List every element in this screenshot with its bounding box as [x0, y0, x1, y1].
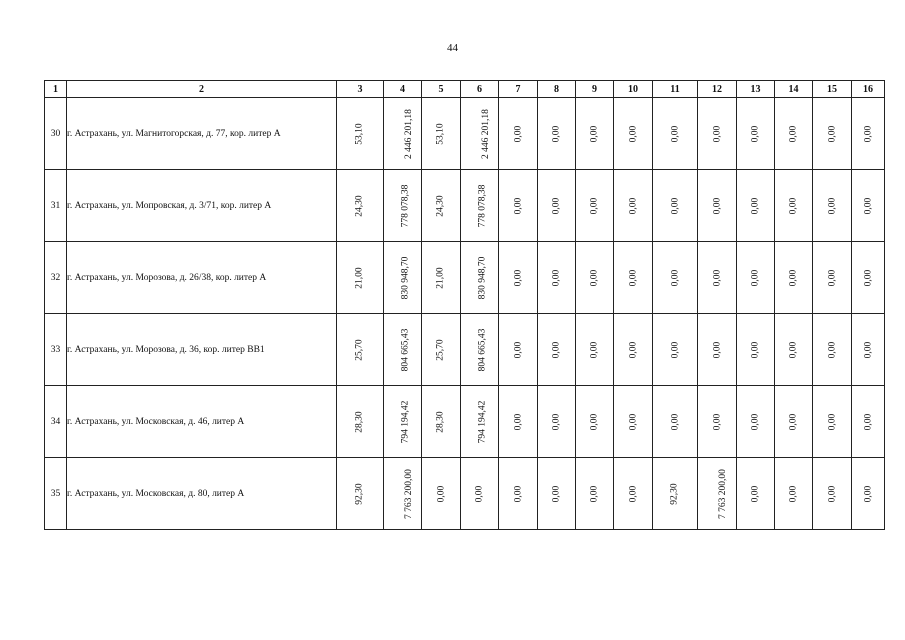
- value-cell: [653, 458, 698, 530]
- column-header: 2: [67, 81, 337, 98]
- value-cell: [737, 98, 775, 170]
- row-number: 30: [45, 98, 67, 170]
- value-text: 0,00: [750, 125, 761, 142]
- value-text: 804 665,43: [400, 328, 411, 371]
- value-text: 0,00: [551, 485, 562, 502]
- value-text: 0,00: [551, 269, 562, 286]
- value-cell: [737, 170, 775, 242]
- value-text: 92,30: [670, 482, 680, 505]
- value-cell: [499, 98, 538, 170]
- value-text: 0,00: [628, 197, 638, 214]
- value-text: 24,30: [436, 194, 446, 217]
- value-text: 0,00: [551, 125, 562, 142]
- value-cell: [384, 98, 422, 170]
- value-text: 0,00: [712, 413, 722, 430]
- value-text: 0,00: [628, 125, 638, 142]
- value-cell: [384, 386, 422, 458]
- table-row: [45, 98, 885, 170]
- value-cell: [337, 314, 384, 386]
- value-text: 778 078,38: [477, 184, 488, 227]
- value-text: 2 446 201,18: [403, 108, 414, 159]
- column-header: 13: [737, 81, 775, 98]
- value-text: 0,00: [788, 269, 799, 286]
- value-cell: [538, 386, 576, 458]
- value-text: 0,00: [827, 485, 837, 502]
- page-number: 44: [447, 42, 458, 54]
- value-cell: [538, 314, 576, 386]
- value-text: 0,00: [863, 197, 873, 214]
- value-text: 2 446 201,18: [480, 108, 491, 159]
- value-cell: [499, 314, 538, 386]
- value-cell: [813, 386, 852, 458]
- value-cell: [499, 386, 538, 458]
- value-text: 0,00: [750, 485, 761, 502]
- value-text: 0,00: [827, 341, 837, 358]
- value-text: 0,00: [551, 197, 562, 214]
- value-text: 53,10: [355, 122, 365, 145]
- value-text: 21,00: [355, 266, 365, 289]
- value-cell: [852, 314, 885, 386]
- value-text: 778 078,38: [400, 184, 411, 227]
- value-cell: [384, 242, 422, 314]
- value-cell: [653, 170, 698, 242]
- value-text: 0,00: [712, 125, 722, 142]
- value-cell: [461, 458, 499, 530]
- value-cell: [538, 242, 576, 314]
- column-header: 7: [499, 81, 538, 98]
- value-text: 0,00: [750, 413, 761, 430]
- value-text: 0,00: [863, 269, 873, 286]
- address-cell: г. Астрахань, ул. Морозова, д. 26/38, кор. литер А: [67, 242, 337, 314]
- value-text: 0,00: [589, 269, 600, 286]
- value-cell: [775, 170, 813, 242]
- value-cell: [422, 314, 461, 386]
- row-number: 32: [45, 242, 67, 314]
- value-text: 830 948,70: [400, 256, 411, 299]
- value-text: 0,00: [551, 413, 562, 430]
- value-text: 0,00: [750, 269, 761, 286]
- value-text: 0,00: [589, 197, 600, 214]
- value-text: 0,00: [589, 485, 600, 502]
- value-cell: [614, 242, 653, 314]
- value-text: 794 194,42: [400, 400, 411, 443]
- value-text: 7 763 200,00: [403, 468, 414, 519]
- value-text: 0,00: [589, 413, 600, 430]
- value-cell: [384, 170, 422, 242]
- value-cell: [813, 170, 852, 242]
- value-cell: [852, 458, 885, 530]
- value-cell: [337, 242, 384, 314]
- value-cell: [775, 314, 813, 386]
- value-cell: [422, 242, 461, 314]
- value-cell: [653, 242, 698, 314]
- value-cell: [614, 386, 653, 458]
- value-text: 0,00: [750, 341, 761, 358]
- value-text: 28,30: [436, 410, 446, 433]
- value-text: 0,00: [513, 413, 523, 430]
- property-register-table: [44, 80, 885, 530]
- column-header: 6: [461, 81, 499, 98]
- value-cell: [698, 314, 737, 386]
- table-row: [45, 386, 885, 458]
- value-text: 0,00: [670, 125, 680, 142]
- address-cell: г. Астрахань, ул. Московская, д. 80, литер А: [67, 458, 337, 530]
- value-text: 0,00: [788, 125, 799, 142]
- value-text: 0,00: [670, 197, 680, 214]
- value-text: 0,00: [589, 341, 600, 358]
- value-cell: [737, 458, 775, 530]
- column-header: 1: [45, 81, 67, 98]
- table-row: [45, 458, 885, 530]
- value-text: 0,00: [863, 413, 873, 430]
- value-text: 0,00: [863, 341, 873, 358]
- value-cell: [614, 314, 653, 386]
- value-cell: [813, 242, 852, 314]
- value-text: 0,00: [788, 197, 799, 214]
- value-text: 0,00: [827, 269, 837, 286]
- value-cell: [499, 170, 538, 242]
- column-header: 4: [384, 81, 422, 98]
- column-header: 3: [337, 81, 384, 98]
- value-cell: [852, 242, 885, 314]
- value-cell: [461, 98, 499, 170]
- value-text: 0,00: [513, 341, 523, 358]
- value-cell: [775, 242, 813, 314]
- value-text: 25,70: [355, 338, 365, 361]
- table-body: [45, 98, 885, 530]
- value-text: 804 665,43: [477, 328, 488, 371]
- value-cell: [576, 458, 614, 530]
- value-text: 0,00: [551, 341, 562, 358]
- value-cell: [422, 170, 461, 242]
- row-number: 31: [45, 170, 67, 242]
- value-cell: [813, 98, 852, 170]
- column-header: 11: [653, 81, 698, 98]
- value-text: 0,00: [863, 125, 873, 142]
- column-header: 5: [422, 81, 461, 98]
- table-row: [45, 170, 885, 242]
- value-cell: [576, 314, 614, 386]
- value-cell: [538, 98, 576, 170]
- value-text: 0,00: [827, 125, 837, 142]
- value-cell: [852, 170, 885, 242]
- address-cell: г. Астрахань, ул. Московская, д. 46, литер А: [67, 386, 337, 458]
- row-number: 34: [45, 386, 67, 458]
- value-cell: [538, 170, 576, 242]
- value-cell: [698, 386, 737, 458]
- value-text: 0,00: [712, 269, 722, 286]
- header-row: [45, 81, 885, 98]
- value-text: 0,00: [827, 413, 837, 430]
- column-header: 14: [775, 81, 813, 98]
- value-cell: [422, 386, 461, 458]
- value-text: 0,00: [827, 197, 837, 214]
- value-text: 794 194,42: [477, 400, 488, 443]
- value-text: 0,00: [788, 341, 799, 358]
- column-header: 12: [698, 81, 737, 98]
- value-text: 0,00: [513, 485, 523, 502]
- value-cell: [576, 170, 614, 242]
- value-text: 0,00: [863, 485, 873, 502]
- value-cell: [775, 386, 813, 458]
- value-cell: [461, 170, 499, 242]
- value-cell: [337, 170, 384, 242]
- value-cell: [337, 386, 384, 458]
- value-cell: [614, 98, 653, 170]
- row-number: 35: [45, 458, 67, 530]
- value-text: 0,00: [788, 413, 799, 430]
- column-header: 8: [538, 81, 576, 98]
- value-text: 0,00: [712, 341, 722, 358]
- value-text: 0,00: [628, 413, 638, 430]
- value-text: 0,00: [670, 269, 680, 286]
- value-text: 28,30: [355, 410, 365, 433]
- value-cell: [384, 314, 422, 386]
- value-text: 0,00: [474, 485, 485, 502]
- column-header: 16: [852, 81, 885, 98]
- value-cell: [576, 242, 614, 314]
- column-header: 15: [813, 81, 852, 98]
- column-header: 9: [576, 81, 614, 98]
- value-text: 0,00: [513, 197, 523, 214]
- value-text: 0,00: [670, 413, 680, 430]
- value-cell: [614, 458, 653, 530]
- value-cell: [653, 98, 698, 170]
- value-text: 0,00: [589, 125, 600, 142]
- value-text: 0,00: [513, 125, 523, 142]
- value-cell: [422, 98, 461, 170]
- address-cell: г. Астрахань, ул. Магнитогорская, д. 77, кор. литер А: [67, 98, 337, 170]
- value-cell: [576, 386, 614, 458]
- row-number: 33: [45, 314, 67, 386]
- value-cell: [653, 314, 698, 386]
- value-cell: [499, 242, 538, 314]
- value-cell: [614, 170, 653, 242]
- value-text: 24,30: [355, 194, 365, 217]
- value-cell: [737, 386, 775, 458]
- value-text: 21,00: [436, 266, 446, 289]
- value-cell: [337, 98, 384, 170]
- value-cell: [852, 386, 885, 458]
- value-cell: [698, 98, 737, 170]
- value-cell: [775, 458, 813, 530]
- value-cell: [698, 170, 737, 242]
- column-header: 10: [614, 81, 653, 98]
- value-cell: [737, 314, 775, 386]
- value-text: 0,00: [750, 197, 761, 214]
- value-cell: [813, 458, 852, 530]
- value-cell: [499, 458, 538, 530]
- value-text: 92,30: [355, 482, 365, 505]
- value-cell: [422, 458, 461, 530]
- table-row: [45, 242, 885, 314]
- value-cell: [698, 458, 737, 530]
- value-cell: [576, 98, 614, 170]
- value-text: 0,00: [628, 269, 638, 286]
- value-cell: [813, 314, 852, 386]
- value-cell: [461, 314, 499, 386]
- value-text: 0,00: [712, 197, 722, 214]
- value-cell: [461, 242, 499, 314]
- value-text: 0,00: [628, 341, 638, 358]
- address-cell: г. Астрахань, ул. Мопровская, д. 3/71, кор. литер А: [67, 170, 337, 242]
- value-cell: [737, 242, 775, 314]
- value-cell: [461, 386, 499, 458]
- address-cell: г. Астрахань, ул. Морозова, д. 36, кор. литер ВВ1: [67, 314, 337, 386]
- value-cell: [653, 386, 698, 458]
- value-cell: [775, 98, 813, 170]
- value-text: 25,70: [436, 338, 446, 361]
- value-cell: [538, 458, 576, 530]
- value-text: 830 948,70: [477, 256, 488, 299]
- value-text: 0,00: [436, 485, 446, 502]
- value-cell: [698, 242, 737, 314]
- value-text: 0,00: [670, 341, 680, 358]
- value-text: 0,00: [628, 485, 638, 502]
- value-cell: [384, 458, 422, 530]
- value-text: 53,10: [436, 122, 446, 145]
- value-text: 7 763 200,00: [717, 468, 728, 519]
- value-cell: [337, 458, 384, 530]
- value-text: 0,00: [788, 485, 799, 502]
- table-row: [45, 314, 885, 386]
- value-cell: [852, 98, 885, 170]
- value-text: 0,00: [513, 269, 523, 286]
